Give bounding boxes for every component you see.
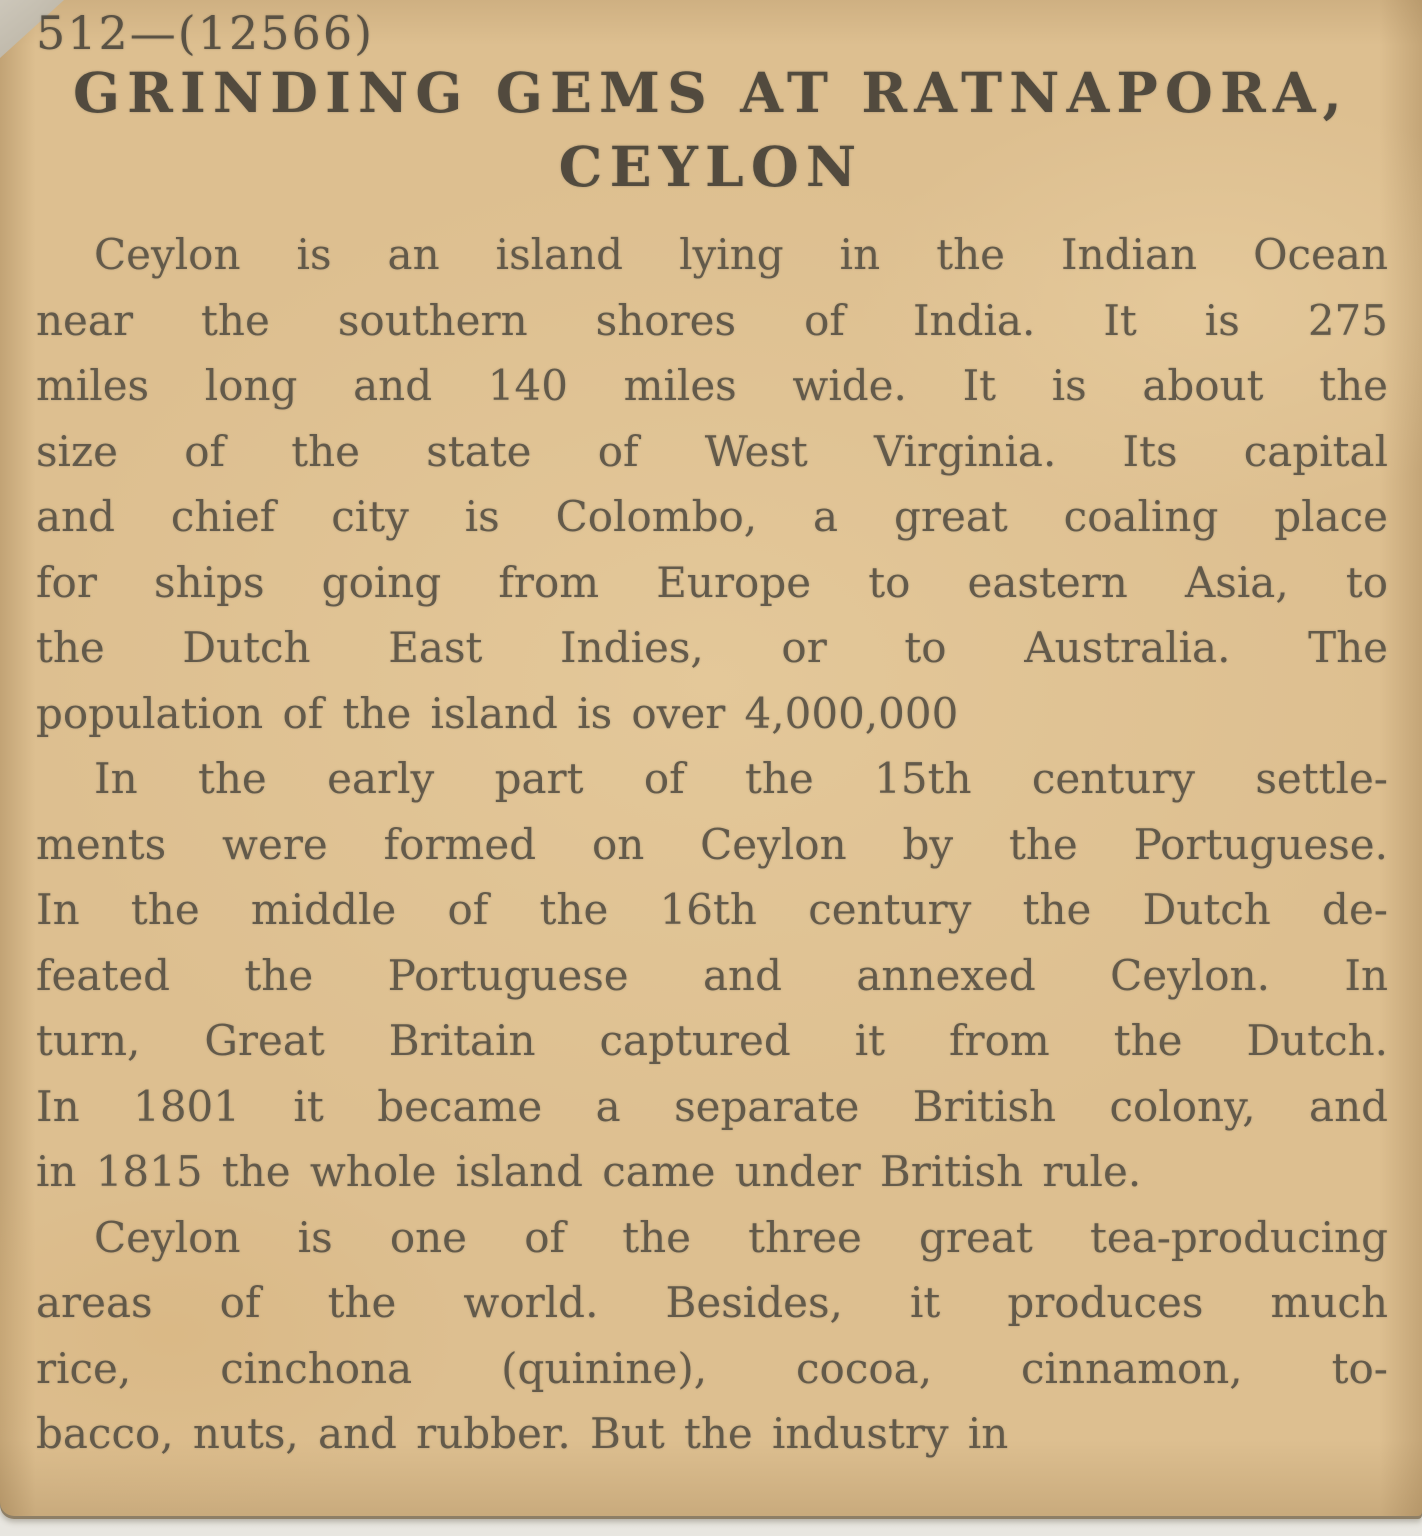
text-line: Ceylon is one of the three great tea-producing	[94, 1212, 1388, 1262]
text-line: in 1815 the whole island came under British rule.	[36, 1147, 1142, 1196]
text-line: miles long and 140 miles wide. It is about the	[36, 361, 1388, 410]
catalog-number: 512—(12566)	[36, 6, 375, 60]
text-line: and chief city is Colombo, a great coaling place	[36, 492, 1388, 541]
paragraph	[36, 222, 1388, 746]
text-line: In the early part of the 15th century settle-	[94, 754, 1388, 803]
document-title	[0, 56, 1422, 204]
text-line: feated the Portuguese and annexed Ceylon. In	[36, 950, 1388, 1000]
text-line: for ships going from Europe to eastern Asia, to	[36, 557, 1388, 607]
paragraph	[36, 746, 1388, 1205]
text-line: bacco, nuts, and rubber. But the industry in	[36, 1409, 1009, 1458]
text-line: In 1801 it became a separate British colony, and	[36, 1081, 1388, 1131]
document-body	[36, 222, 1388, 1467]
text-line: population of the island is over 4,000,000	[36, 688, 959, 738]
title-line-1: GRINDING GEMS AT RATNAPORA,	[73, 60, 1349, 125]
text-line: rice, cinchona (quinine), cocoa, cinnamon, to-	[36, 1343, 1388, 1393]
text-line: turn, Great Britain captured it from the Dutch.	[36, 1016, 1388, 1065]
text-line: ments were formed on Ceylon by the Portuguese.	[36, 819, 1388, 869]
text-line: areas of the world. Besides, it produces much	[36, 1278, 1388, 1327]
text-line: near the southern shores of India. It is 275	[36, 295, 1388, 345]
text-line: In the middle of the 16th century the Dutch de-	[36, 885, 1388, 934]
paragraph	[36, 1205, 1388, 1467]
text-line: the Dutch East Indies, or to Australia. The	[36, 623, 1388, 672]
text-line: Ceylon is an island lying in the Indian Ocean	[94, 230, 1388, 279]
title-line-2: CEYLON	[558, 134, 864, 199]
text-line: size of the state of West Virginia. Its capital	[36, 426, 1388, 476]
